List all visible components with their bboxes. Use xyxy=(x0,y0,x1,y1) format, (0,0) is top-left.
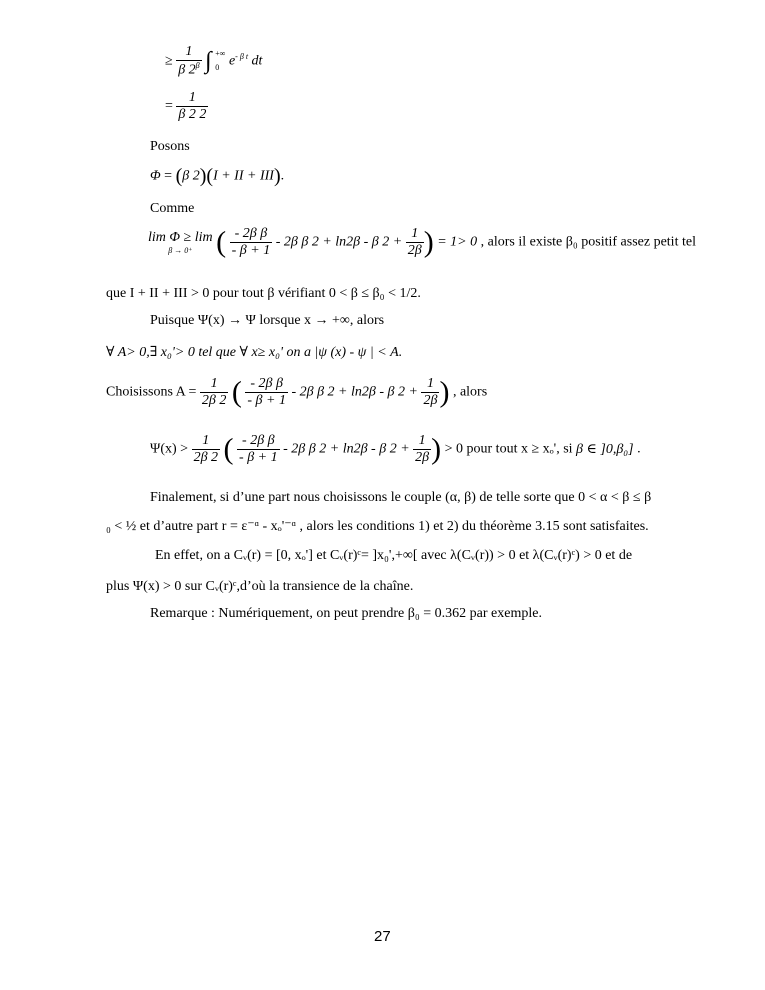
paragraph-en-effet-2: plus Ψ(x) > 0 sur Cᵥ(r)ᶜ,d’où la transience de la chaîne. xyxy=(106,579,414,594)
paragraph-puisque: Puisque Ψ(x) → Ψ lorsque x → +∞, alors xyxy=(150,313,385,328)
text-alors-il-existe: , alors il existe β₀ positif assez petit tel xyxy=(480,234,696,250)
formula-limit: lim Φ ≥ lim β → 0⁺ ( $\frac{\text{- 2β β}}{- \beta + 1}$ - 2β β 2 + ln2β - β 2 + $\frac{1}{2\beta}$ ) = 1> 0 , alors il existe β₀ positif assez petit tel xyxy=(148,225,696,259)
integrand: e xyxy=(228,53,236,69)
formula-result: = $\frac{1}{\beta 2 2}$ xyxy=(165,90,207,122)
paragraph-finalement-2: ₀ < ½ et d’autre part r = ε⁻ᵅ - xₒ'⁻ᵅ , alors les conditions 1) et 2) du théorème 3.15 sont satisfaites. xyxy=(106,519,649,534)
formula-phi: Φ = (β 2)(I + II + III). xyxy=(150,165,285,187)
formula-choisissons: Choisissons A = $\frac{1}{2\beta 2}$ ( $\frac{\text{- 2β β}}{- \beta + 1}$ - 2β β 2 + ln2β - β 2 + $\frac{1}{2\beta}$ ) , alors xyxy=(106,375,488,409)
page-number: 27 xyxy=(374,928,391,945)
paragraph-comme: Comme xyxy=(150,201,195,216)
paragraph-finalement-1: Finalement, si d’une part nous choisissons le couple (α, β) de telle sorte que 0 < α < β ≤ β xyxy=(150,490,652,505)
integral-sign: ∫ xyxy=(205,47,212,74)
fraction: $\frac{1}{\beta 2^\beta}$ xyxy=(178,44,200,78)
paragraph-remarque: Remarque : Numériquement, on peut prendre β₀ = 0.362 par exemple. xyxy=(150,606,542,621)
paragraph-que: que I + II + III > 0 pour tout β vérifiant 0 < β ≤ β₀ < 1/2. xyxy=(106,286,421,301)
formula-integral-bound: ≥ $\frac{1}{\beta 2^\beta}$ ∫ +∞ 0 $e^{- \beta t}$ dt xyxy=(165,44,263,78)
formula-forall: ∀ A> 0,∃ x₀'> 0 tel que ∀ x≥ x₀' on a |ψ (x) - ψ | < A. xyxy=(106,345,403,360)
paragraph-posons: Posons xyxy=(150,139,190,154)
formula-psi: Ψ(x) > $\frac{1}{2\beta 2}$ ( $\frac{\text{- 2β β}}{- \beta + 1}$ - 2β β 2 + ln2β - β 2 + $\frac{1}{2\beta}$ ) > 0 pour tout x ≥ xₒ', si β ∈ ]0,β₀] . xyxy=(150,432,641,466)
fraction: $\frac{1}{\beta 2 2}$ xyxy=(178,90,207,122)
ge-sign: ≥ xyxy=(165,53,173,69)
paragraph-en-effet-1: En effet, on a Cᵥ(r) = [0, xₒ'] et Cᵥ(r)ᶜ= ]x₀',+∞[ avec λ(Cᵥ(r)) > 0 et λ(Cᵥ(r)ᶜ) > 0 et de xyxy=(155,548,633,563)
